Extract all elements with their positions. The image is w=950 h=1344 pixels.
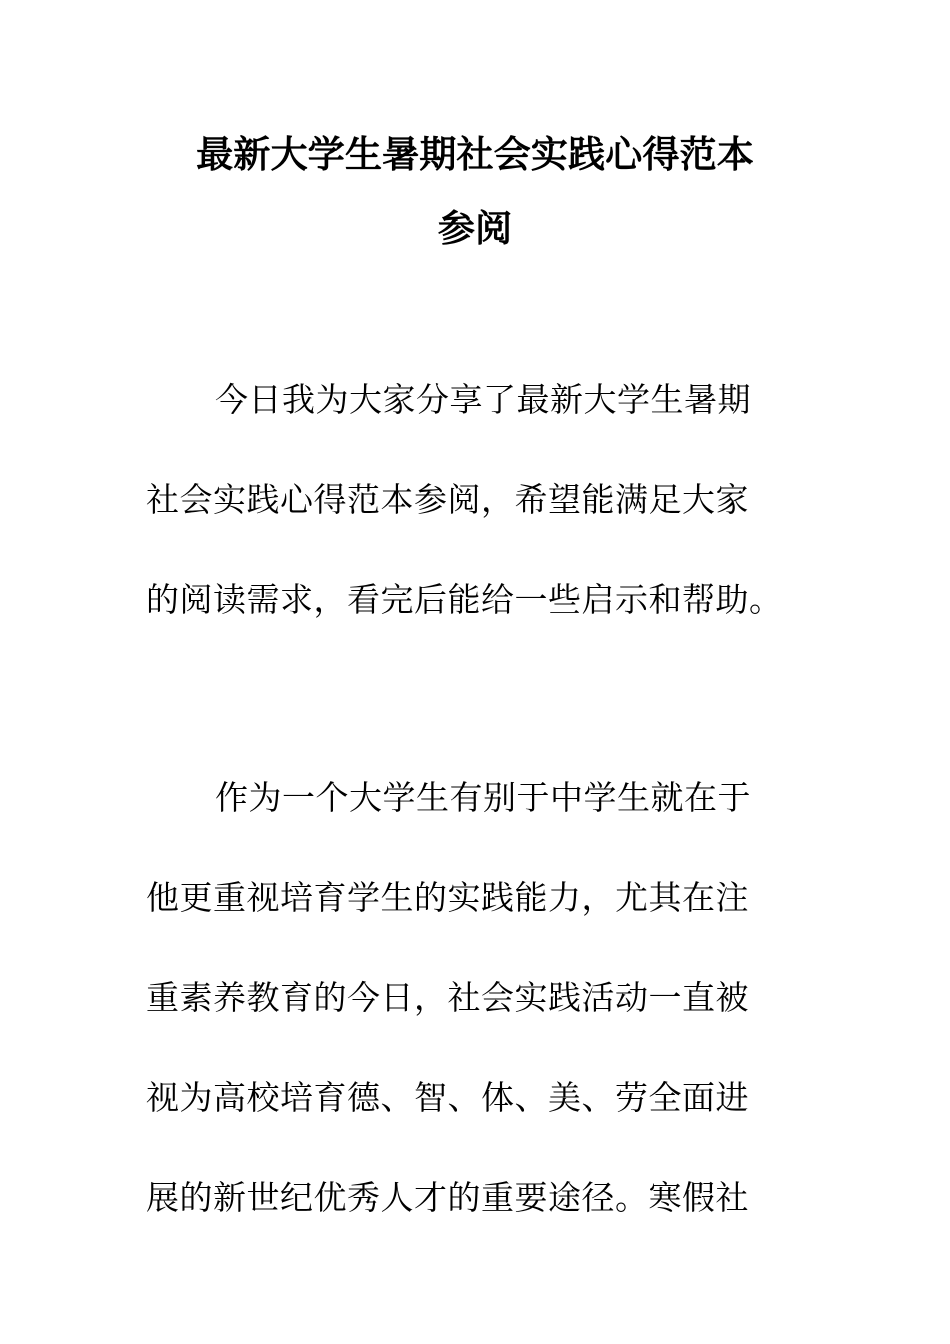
paragraph-2-line-2: 他更重视培育学生的实践能力，尤其在注 — [146, 878, 749, 917]
paragraph-2-line-4: 视为高校培育德、智、体、美、劳全面进 — [146, 1078, 749, 1117]
paragraph-1-line-3: 的阅读需求，看完后能给一些启示和帮助。 — [146, 580, 783, 619]
document-title-line-2: 参阅 — [437, 206, 513, 250]
document-title-line-1: 最新大学生暑期社会实践心得范本 — [196, 132, 754, 176]
paragraph-2-line-3: 重素养教育的今日，社会实践活动一直被 — [146, 978, 749, 1017]
paragraph-1-line-2: 社会实践心得范本参阅，希望能满足大家 — [146, 480, 749, 519]
paragraph-2-line-5: 展的新世纪优秀人才的重要途径。寒假社 — [146, 1178, 749, 1217]
paragraph-2-line-1: 作为一个大学生有别于中学生就在于 — [215, 778, 751, 817]
paragraph-1-line-1: 今日我为大家分享了最新大学生暑期 — [215, 380, 751, 419]
